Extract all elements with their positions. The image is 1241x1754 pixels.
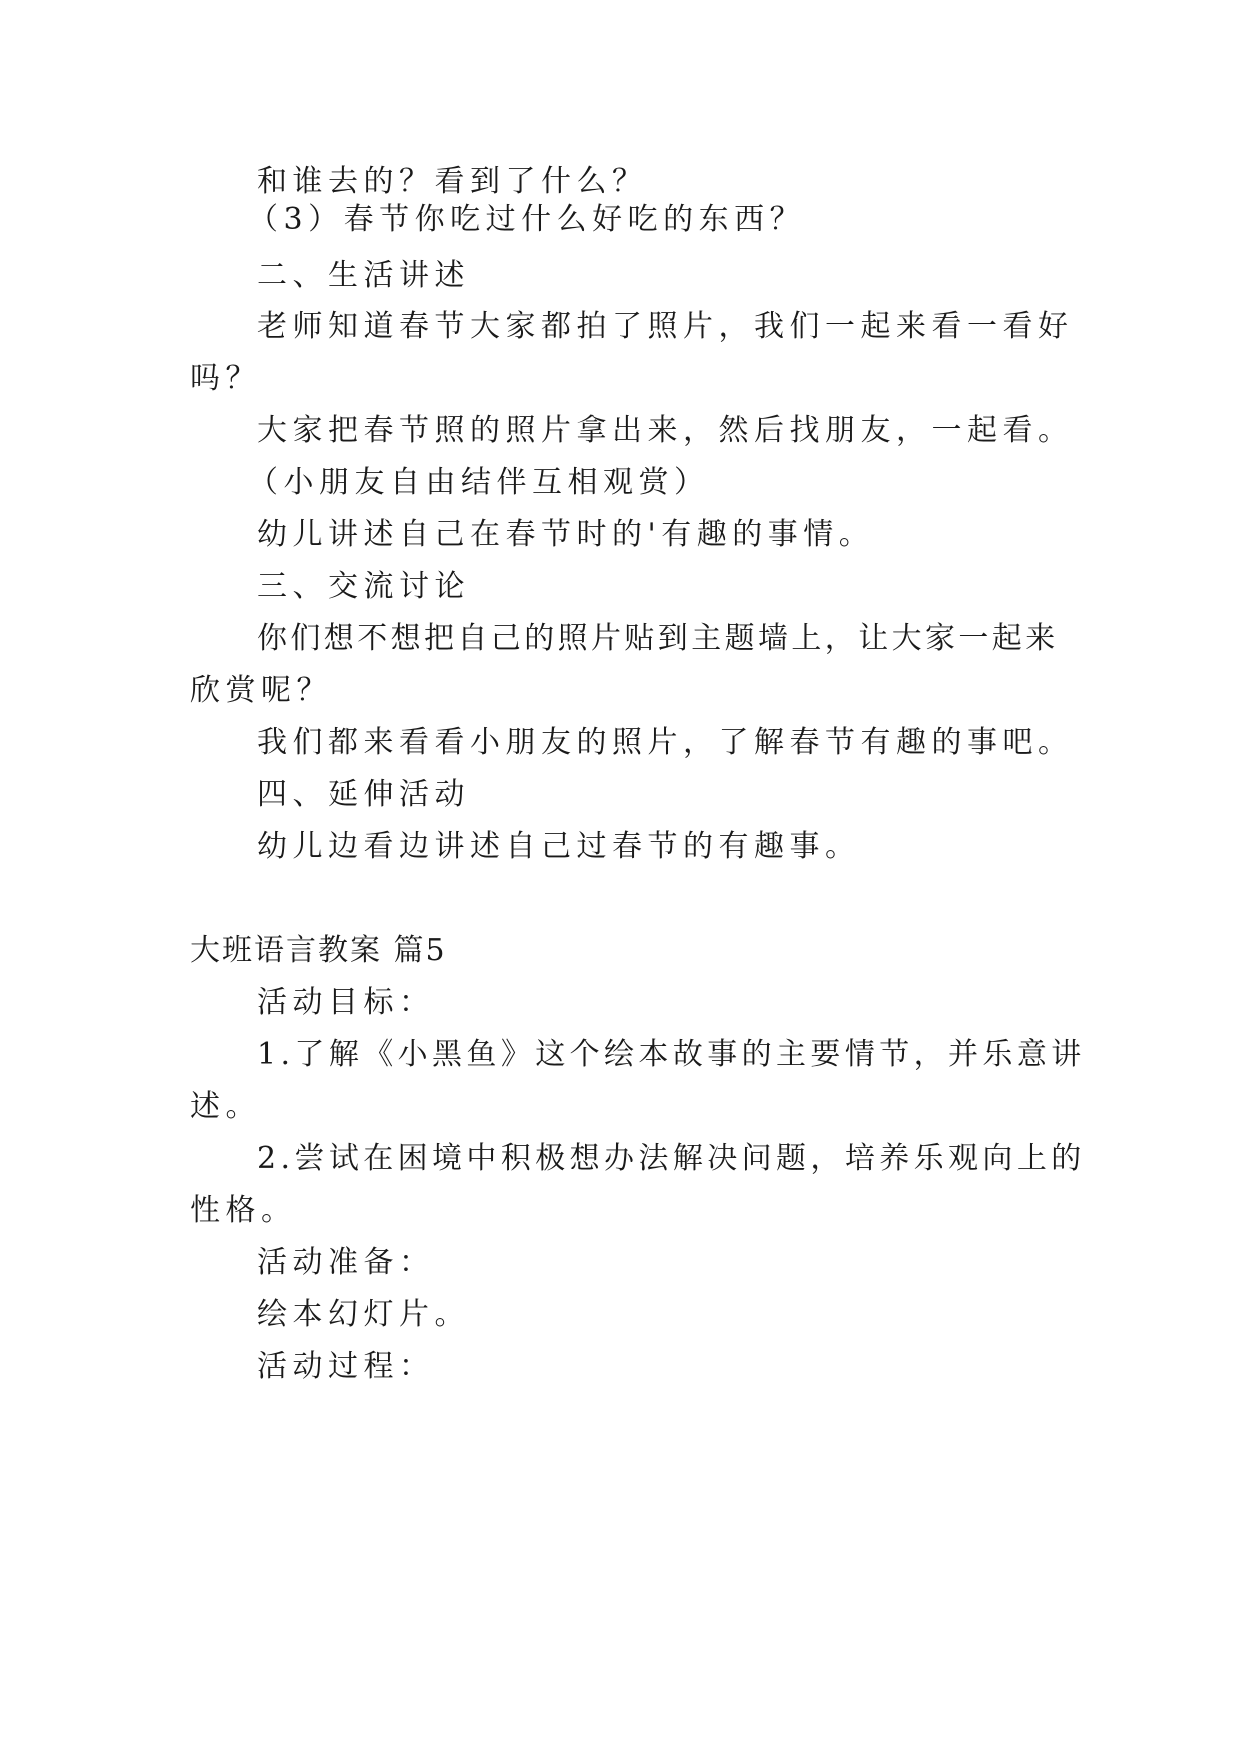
text-line: 和谁去的？看到了什么？	[257, 164, 648, 199]
text-line: 述。	[190, 1089, 261, 1124]
text-line: 我们都来看看小朋友的照片，了解春节有趣的事吧。	[257, 725, 1074, 760]
text-line: （3）春节你吃过什么好吃的东西？	[248, 202, 806, 237]
text-line: （小朋友自由结伴互相观赏）	[248, 465, 710, 500]
section-heading: 四、延伸活动	[257, 777, 470, 812]
text-line: 1.了解《小黑鱼》这个绘本故事的主要情节，并乐意讲	[257, 1037, 1086, 1072]
text-line: 活动准备：	[257, 1245, 435, 1280]
text-line: 老师知道春节大家都拍了照片，我们一起来看一看好	[257, 309, 1074, 344]
text-line: 你们想不想把自己的照片贴到主题墙上，让大家一起来	[257, 621, 1059, 656]
text-line: 幼儿边看边讲述自己过春节的有趣事。	[257, 829, 861, 864]
text-line: 2.尝试在困境中积极想办法解决问题，培养乐观向上的	[257, 1141, 1086, 1176]
text-line: 性格。	[190, 1193, 297, 1228]
text-line: 欣赏呢？	[190, 673, 332, 708]
text-line: 大家把春节照的照片拿出来，然后找朋友，一起看。	[257, 413, 1074, 448]
article-title: 大班语言教案 篇5	[190, 933, 447, 968]
text-line: 活动目标：	[257, 985, 435, 1020]
section-heading: 三、交流讨论	[257, 569, 470, 604]
section-heading: 二、生活讲述	[257, 258, 470, 293]
text-line: 吗？	[190, 361, 261, 396]
text-line: 幼儿讲述自己在春节时的'有趣的事情。	[257, 517, 875, 552]
text-line: 活动过程：	[257, 1349, 435, 1384]
text-line: 绘本幻灯片。	[257, 1297, 470, 1332]
